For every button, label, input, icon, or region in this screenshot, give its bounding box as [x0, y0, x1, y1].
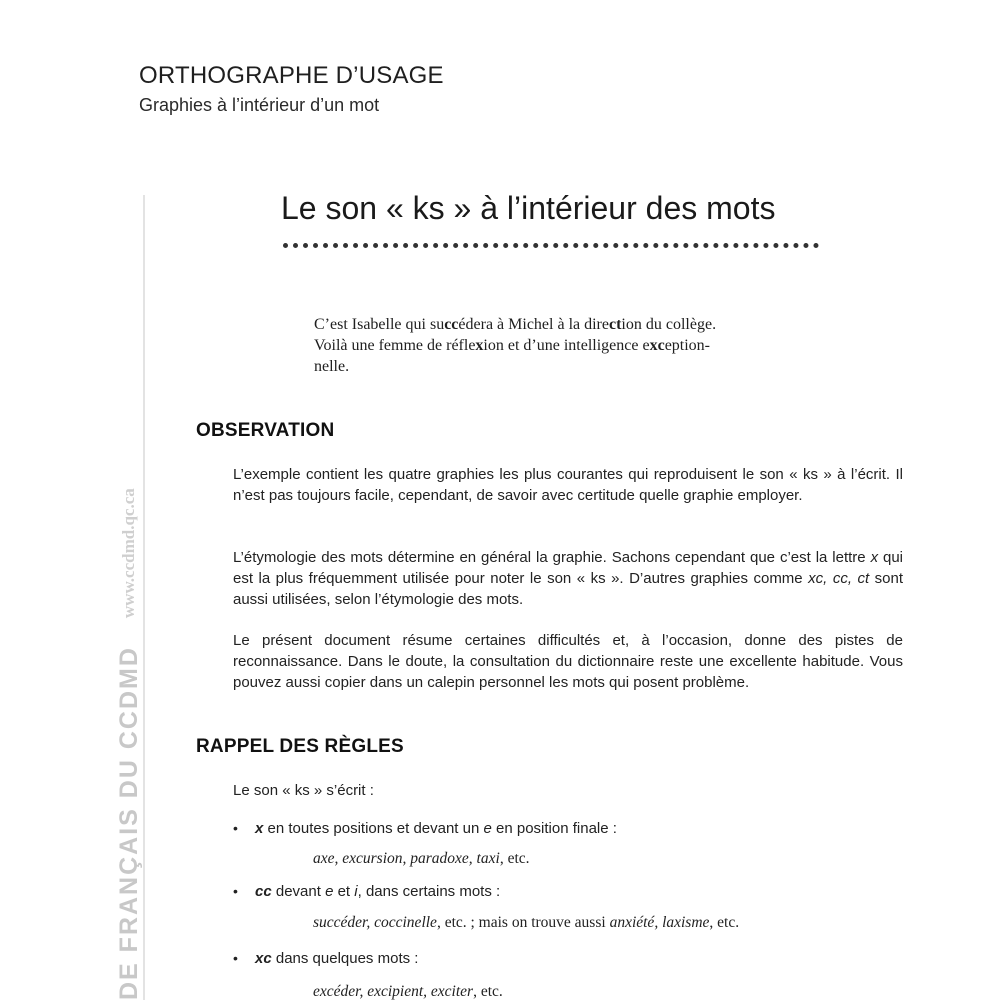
rule-item: • xc dans quelques mots :	[233, 950, 419, 967]
sidebar-center-text: DE FRANÇAIS DU CCDMD	[114, 646, 143, 1000]
bullet-icon: •	[233, 820, 238, 836]
example-sentences	[314, 314, 794, 377]
observation-paragraph-3: Le présent document résume certaines difficultés et, à l’occasion, donne des pistes de reconnaissance. Dans le doute, la consultation du dictionnaire reste une excellente habitude. Vous pouvez aussi copier dans un calepin personnel les mots qui posent problème.	[233, 632, 903, 691]
rule-examples: excéder, excipient, exciter, etc.	[313, 983, 503, 1000]
sidebar-vertical-text	[114, 195, 144, 1000]
bullet-icon: •	[233, 883, 238, 899]
example-line: C’est Isabelle qui succédera à Michel à la direction du collège.	[314, 316, 717, 333]
observation-paragraph-2: L’étymologie des mots détermine en général la graphie. Sachons cependant que c’est la lettre x qui est la plus fréquemment utilisée pour noter le son « ks ». D’autres graphies comme xc, cc, ct sont aussi utilisées, selon l’étymologie des mots.	[233, 549, 904, 608]
rule-item: • x en toutes positions et devant un e en position finale :	[233, 820, 617, 837]
rules-intro: Le son « ks » s’écrit :	[233, 782, 374, 799]
observation-heading: OBSERVATION	[196, 420, 335, 441]
example-line: nelle.	[314, 358, 350, 375]
bullet-icon: •	[233, 950, 238, 966]
rules-heading: RAPPEL DES RÈGLES	[196, 736, 404, 757]
section-subtitle: Graphies à l’intérieur d’un mot	[139, 95, 380, 115]
rule-item: • cc devant e et i, dans certains mots :	[233, 883, 501, 900]
observation-paragraph-1: L’exemple contient les quatre graphies les plus courantes qui reproduisent le son « ks » à l’écrit. Il n’est pas toujours facile, cependant, de savoir avec certitude quelle graphie employer.	[233, 466, 903, 504]
title-dotted-rule	[283, 243, 819, 248]
sidebar-url[interactable]: www.ccdmd.qc.ca	[119, 488, 138, 619]
section-title: ORTHOGRAPHE D’USAGE	[139, 62, 444, 89]
example-line: Voilà une femme de réflexion et d’une intelligence exception-	[314, 337, 711, 354]
rule-examples: succéder, coccinelle, etc. ; mais on trouve aussi anxiété, laxisme, etc.	[313, 914, 740, 931]
rule-examples: axe, excursion, paradoxe, taxi, etc.	[313, 850, 530, 867]
page-title: Le son « ks » à l’intérieur des mots	[281, 190, 776, 226]
